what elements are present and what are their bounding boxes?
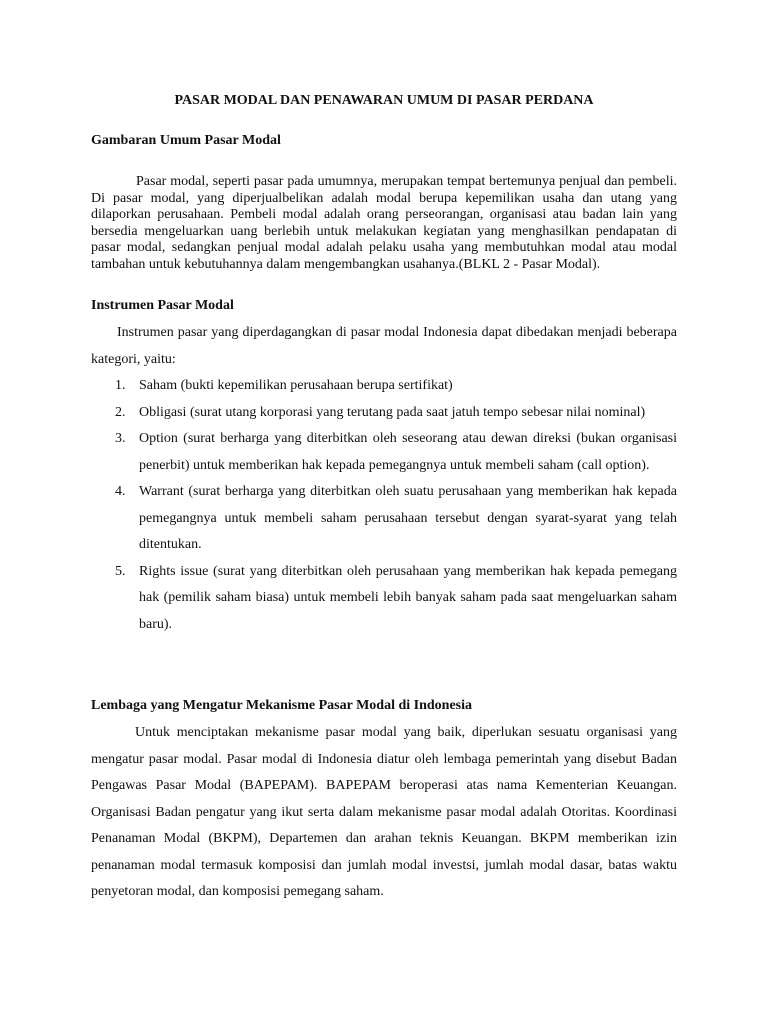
list-item-number: 3. <box>115 431 126 446</box>
list-item <box>91 559 677 639</box>
list-item-number: 1. <box>115 378 126 393</box>
paragraph-text: Instrumen pasar yang diperdagangkan di pasar modal Indonesia dapat dibedakan menjadi beberapa kategori, yaitu: <box>91 325 677 367</box>
section-heading-instrumen: Instrumen Pasar Modal <box>91 298 234 313</box>
section-heading-gambaran-umum: Gambaran Umum Pasar Modal <box>91 133 281 148</box>
list-item-text: Warrant (surat berharga yang diterbitkan oleh suatu perusahaan yang memberikan hak kepada pemegangnya untuk membeli saham perusahaan tersebut dengan syarat-syarat yang telah ditentukan. <box>139 484 677 552</box>
paragraph-text: Untuk menciptakan mekanisme pasar modal yang baik, diperlukan sesuatu organisasi yang mengatur pasar modal. Pasar modal di Indonesia diatur oleh lembaga pemerintah yang disebut Badan Pengawas Pasar Modal (BAPEPAM). BAPEPAM beroperasi atas nama Kementerian Keuangan. Organisasi Badan pengatur yang ikut serta dalam mekanisme pasar modal adalah Otoritas. Koordinasi Penanaman Modal (BKPM), Departemen dan arahan teknis Keuangan. BKPM memberikan izin penanaman modal termasuk komposisi dan jumlah modal investsi, jumlah modal dasar, batas waktu penyetoran modal, dan komposisi pemegang saham. <box>91 725 677 899</box>
paragraph-text: Pasar modal, seperti pasar pada umumnya, merupakan tempat bertemunya penjual dan pembeli. Di pasar modal, yang diperjualbelikan adalah modal berupa kepemilikan usaha dan utang yang dilaporkan perusahaan. Pembeli modal adalah orang perseorangan, organisasi atau badan lain yang bersedia mengeluarkan uang berlebih untuk melakukan kegiatan yang menghasilkan pendapatan di pasar modal, sedangkan penjual modal adalah pelaku usaha yang membutuhkan modal atau modal tambahan untuk kebutuhannya dalam mengembangkan usahanya.(BLKL 2 - Pasar Modal). <box>91 174 677 272</box>
section-heading-lembaga: Lembaga yang Mengatur Mekanisme Pasar Modal di Indonesia <box>91 698 473 713</box>
list-item <box>91 479 677 559</box>
paragraph-gambaran-umum <box>91 174 677 273</box>
list-item-number: 4. <box>115 484 126 499</box>
paragraph-lembaga <box>91 720 677 906</box>
list-item-text: Obligasi (surat utang korporasi yang terutang pada saat jatuh tempo sebesar nilai nominal) <box>139 404 646 420</box>
list-item-text: Saham (bukti kepemilikan perusahaan berupa sertifikat) <box>139 378 453 393</box>
instrument-list <box>91 373 677 638</box>
list-item <box>91 426 677 479</box>
list-item-number: 5. <box>115 563 126 579</box>
list-item-text: Rights issue (surat yang diterbitkan oleh perusahaan yang memberikan hak kepada pemegang hak (pemilik saham biasa) untuk membeli lebih banyak saham pada saat mengeluarkan saham baru). <box>139 563 677 632</box>
paragraph-instrumen-intro <box>91 320 677 373</box>
list-item-text: Option (surat berharga yang diterbitkan oleh seseorang atau dewan direksi (bukan organisasi penerbit) untuk memberikan hak kepada pemegangnya untuk membeli saham (call option). <box>139 431 677 473</box>
list-item-number: 2. <box>115 404 126 420</box>
list-item <box>91 373 677 400</box>
document-title: PASAR MODAL DAN PENAWARAN UMUM DI PASAR PERDANA <box>174 93 594 108</box>
list-item <box>91 400 677 427</box>
